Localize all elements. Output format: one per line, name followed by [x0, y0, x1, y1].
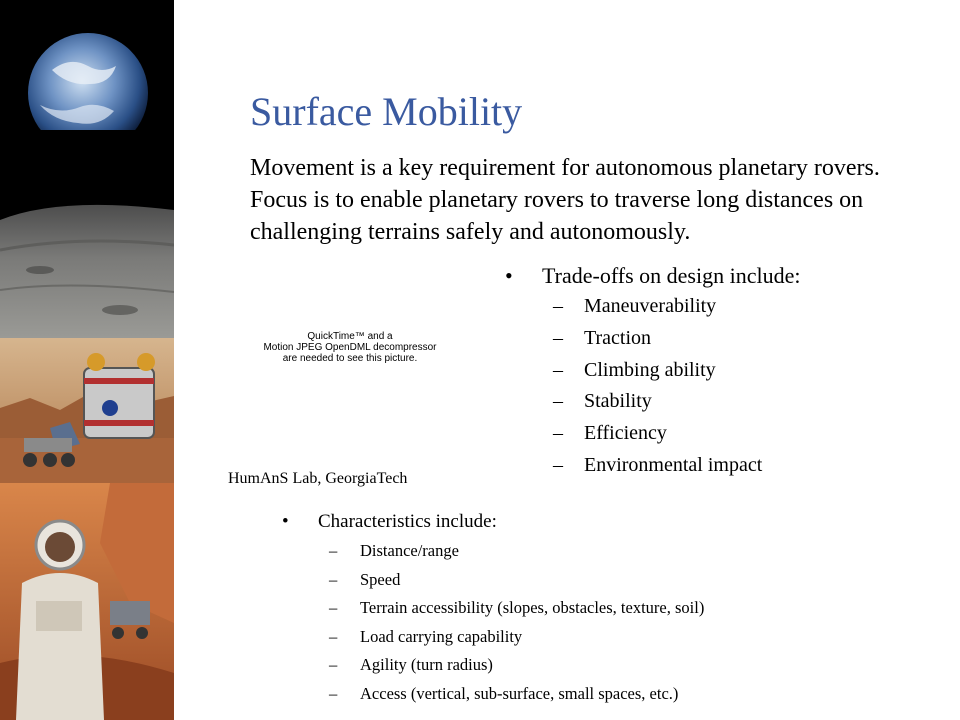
- list-item: [553, 450, 800, 482]
- characteristics-heading: Characteristics include:: [318, 511, 497, 532]
- dash-icon: –: [329, 541, 338, 560]
- dash-icon: –: [553, 326, 563, 349]
- list-item: [553, 418, 800, 450]
- dash-icon: –: [329, 626, 338, 646]
- list-item-label: Access (vertical, sub-surface, small spaces, etc.): [360, 683, 679, 703]
- dash-icon: –: [329, 655, 338, 675]
- characteristics-heading-row: [282, 509, 704, 535]
- list-item: [329, 623, 704, 652]
- tradeoffs-heading: Trade-offs on design include:: [542, 263, 801, 288]
- placeholder-line: QuickTime™ and a: [307, 331, 393, 342]
- list-item-label: Stability: [584, 390, 652, 413]
- list-item-label: Agility (turn radius): [360, 655, 493, 675]
- placeholder-line: Motion JPEG OpenDML decompressor: [263, 342, 437, 353]
- dash-icon: –: [329, 569, 338, 589]
- bullet-icon: •: [505, 263, 513, 288]
- characteristics-list: [282, 509, 704, 709]
- slide-title: Surface Mobility: [250, 89, 523, 134]
- list-item-label: Terrain accessibility (slopes, obstacles, texture, soil): [360, 598, 705, 618]
- tradeoffs-heading-row: [505, 261, 800, 291]
- rover-habitat-image: [0, 338, 174, 483]
- list-item: [553, 386, 800, 418]
- image-caption: HumAnS Lab, GeorgiaTech: [228, 470, 408, 487]
- astronaut-image: [0, 483, 174, 720]
- list-item-label: Load carrying capability: [360, 626, 523, 646]
- dash-icon: –: [329, 598, 338, 618]
- tradeoffs-list: [505, 261, 800, 482]
- dash-icon: –: [553, 390, 563, 413]
- list-item: [553, 355, 800, 387]
- list-item: [329, 651, 704, 680]
- list-item: [329, 537, 704, 566]
- dash-icon: –: [553, 453, 563, 476]
- list-item-label: Speed: [360, 569, 401, 589]
- list-item: [553, 323, 800, 355]
- side-image-strip: [0, 0, 174, 720]
- dash-icon: –: [553, 358, 563, 381]
- dash-icon: –: [553, 295, 563, 317]
- bullet-icon: •: [282, 511, 289, 532]
- intro-paragraph: Movement is a key requirement for autonomous planetary rovers. Focus is to enable planetary rovers to traverse long distances on challenging terrains safely and autonomously.: [250, 155, 880, 245]
- list-item-label: Maneuverability: [584, 295, 717, 317]
- list-item-label: Efficiency: [584, 422, 667, 445]
- placeholder-line: are needed to see this picture.: [282, 353, 418, 364]
- list-item-label: Climbing ability: [584, 358, 716, 381]
- list-item-label: Traction: [584, 326, 652, 349]
- list-item-label: Distance/range: [360, 541, 459, 560]
- video-placeholder: [250, 331, 450, 364]
- list-item: [329, 566, 704, 595]
- list-item: [329, 594, 704, 623]
- list-item-label: Environmental impact: [584, 453, 763, 476]
- list-item: [553, 291, 800, 323]
- earthrise-image: [0, 0, 174, 338]
- dash-icon: –: [329, 683, 338, 703]
- list-item: [329, 680, 704, 709]
- dash-icon: –: [553, 422, 563, 445]
